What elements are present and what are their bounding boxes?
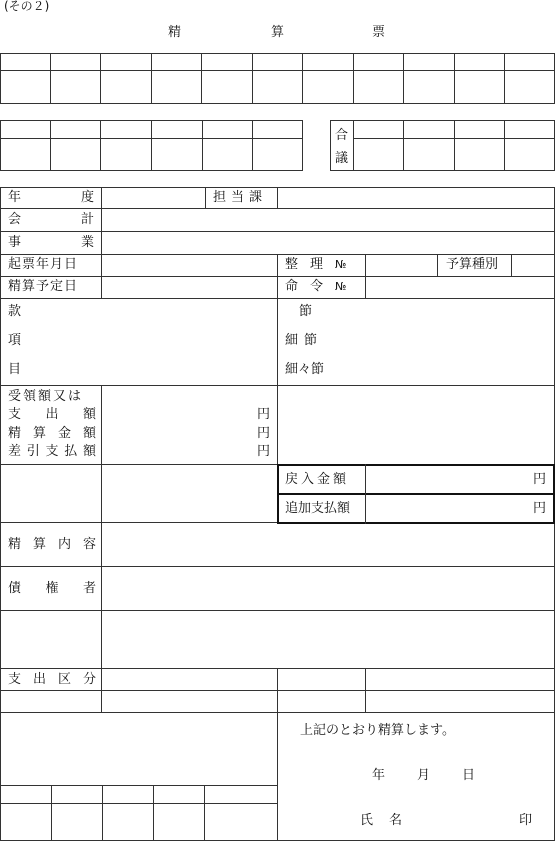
approval-cell[interactable]	[101, 120, 152, 171]
label-saisaisetsu: 細々節	[285, 362, 325, 377]
title-char-3: 票	[372, 25, 386, 40]
label-kou: 項	[8, 333, 22, 348]
label-shishutsu-kubun: 支 出 区 分	[8, 672, 96, 687]
approval-cell[interactable]	[253, 120, 303, 171]
label-tantouka: 担当課	[213, 190, 268, 205]
jigyou-field[interactable]	[102, 232, 554, 254]
stamp-cell[interactable]	[354, 53, 405, 104]
date-day: 日	[462, 768, 476, 783]
date-month: 月	[417, 768, 431, 783]
kihyou-field[interactable]	[102, 255, 277, 276]
label-juryougaku: 受領額又は	[8, 389, 84, 404]
label-modori: 戻入金額	[285, 472, 350, 487]
label-seisan-kingaku: 精 算 金 額	[8, 426, 96, 441]
label-kihyou: 起票年月日	[8, 257, 79, 272]
gougi-label-2: 議	[335, 151, 349, 166]
stamp-cell[interactable]	[0, 53, 51, 104]
saikensha-field[interactable]	[102, 567, 554, 610]
sashihiki-field[interactable]	[102, 441, 252, 459]
label-kan: 款	[8, 304, 22, 319]
label-shishutsugaku: 支 出 額	[8, 407, 96, 422]
gougi-cell[interactable]	[455, 120, 506, 171]
label-shimei: 氏名	[360, 813, 419, 828]
approval-cell[interactable]	[152, 120, 203, 171]
stamp-cell[interactable]	[505, 53, 555, 104]
meirei-no-field[interactable]	[366, 277, 554, 298]
stamp-cell[interactable]	[253, 53, 304, 104]
shishutsu-kubun-field[interactable]	[102, 669, 277, 690]
stamp-cell[interactable]	[404, 53, 455, 104]
title-char-2: 算	[271, 25, 285, 40]
stamp-grid-top-columns	[0, 53, 555, 104]
label-seisan-naiyou: 精 算 内 容	[8, 537, 96, 552]
label-setsu: 節	[299, 304, 313, 319]
approval-cell[interactable]	[51, 120, 102, 171]
tsuika-field[interactable]	[367, 496, 527, 522]
saikensha-detail-field[interactable]	[102, 611, 554, 668]
approval-cell[interactable]	[203, 120, 254, 171]
label-moku: 目	[8, 362, 22, 377]
label-jigyou: 事 業	[8, 235, 94, 250]
stamp-cell[interactable]	[202, 53, 253, 104]
label-seisan-yotei: 精算予定日	[8, 279, 79, 294]
yen-2: 円	[257, 426, 271, 441]
stamp-cell[interactable]	[303, 53, 354, 104]
stamp-cell[interactable]	[101, 53, 152, 104]
statement-text: 上記のとおり精算します。	[300, 723, 455, 738]
yen-3: 円	[257, 444, 271, 459]
modori-field[interactable]	[367, 466, 527, 492]
label-saikensha: 債 権 者	[8, 581, 96, 596]
stamp-cell[interactable]	[152, 53, 203, 104]
gougi-cell[interactable]	[353, 120, 404, 171]
yosan-shubetsu-field[interactable]	[512, 255, 554, 276]
seisan-kingaku-field[interactable]	[102, 423, 252, 441]
seisan-naiyou-field[interactable]	[102, 523, 554, 566]
approval-grid-left-columns	[0, 120, 303, 171]
gougi-cell[interactable]	[404, 120, 455, 171]
label-meirei: 命令№	[285, 279, 347, 294]
tantouka-field[interactable]	[278, 188, 554, 208]
yen-modori: 円	[533, 472, 547, 487]
title-char-1: 精	[168, 25, 182, 40]
label-sashihiki: 差 引 支 払 額	[8, 444, 96, 459]
shishutsugaku-field[interactable]	[102, 404, 252, 422]
gougi-grid-columns	[353, 120, 555, 171]
label-kaikei: 会 計	[8, 212, 94, 227]
label-seiri: 整理№	[285, 257, 347, 272]
gougi-label-1: 合	[335, 128, 349, 143]
label-saisetsu: 細節	[285, 333, 324, 348]
approval-cell[interactable]	[0, 120, 51, 171]
gougi-cell[interactable]	[505, 120, 555, 171]
stamp-cell[interactable]	[51, 53, 102, 104]
yen-tsuika: 円	[533, 501, 547, 516]
page-number: (その２)	[4, 0, 50, 13]
label-tsuika: 追加支払額	[285, 501, 351, 516]
seal-mark: 印	[519, 813, 533, 828]
label-nendo: 年 度	[8, 190, 94, 205]
label-yosan-shubetsu: 予算種別	[446, 257, 499, 272]
seiri-no-field[interactable]	[366, 255, 437, 276]
date-year: 年	[372, 768, 386, 783]
shimei-field[interactable]	[410, 808, 510, 834]
yen-1: 円	[257, 407, 271, 422]
kaikei-field[interactable]	[102, 209, 554, 231]
stamp-cell[interactable]	[455, 53, 506, 104]
seisan-yotei-field[interactable]	[102, 277, 277, 298]
nendo-field[interactable]	[102, 188, 205, 208]
